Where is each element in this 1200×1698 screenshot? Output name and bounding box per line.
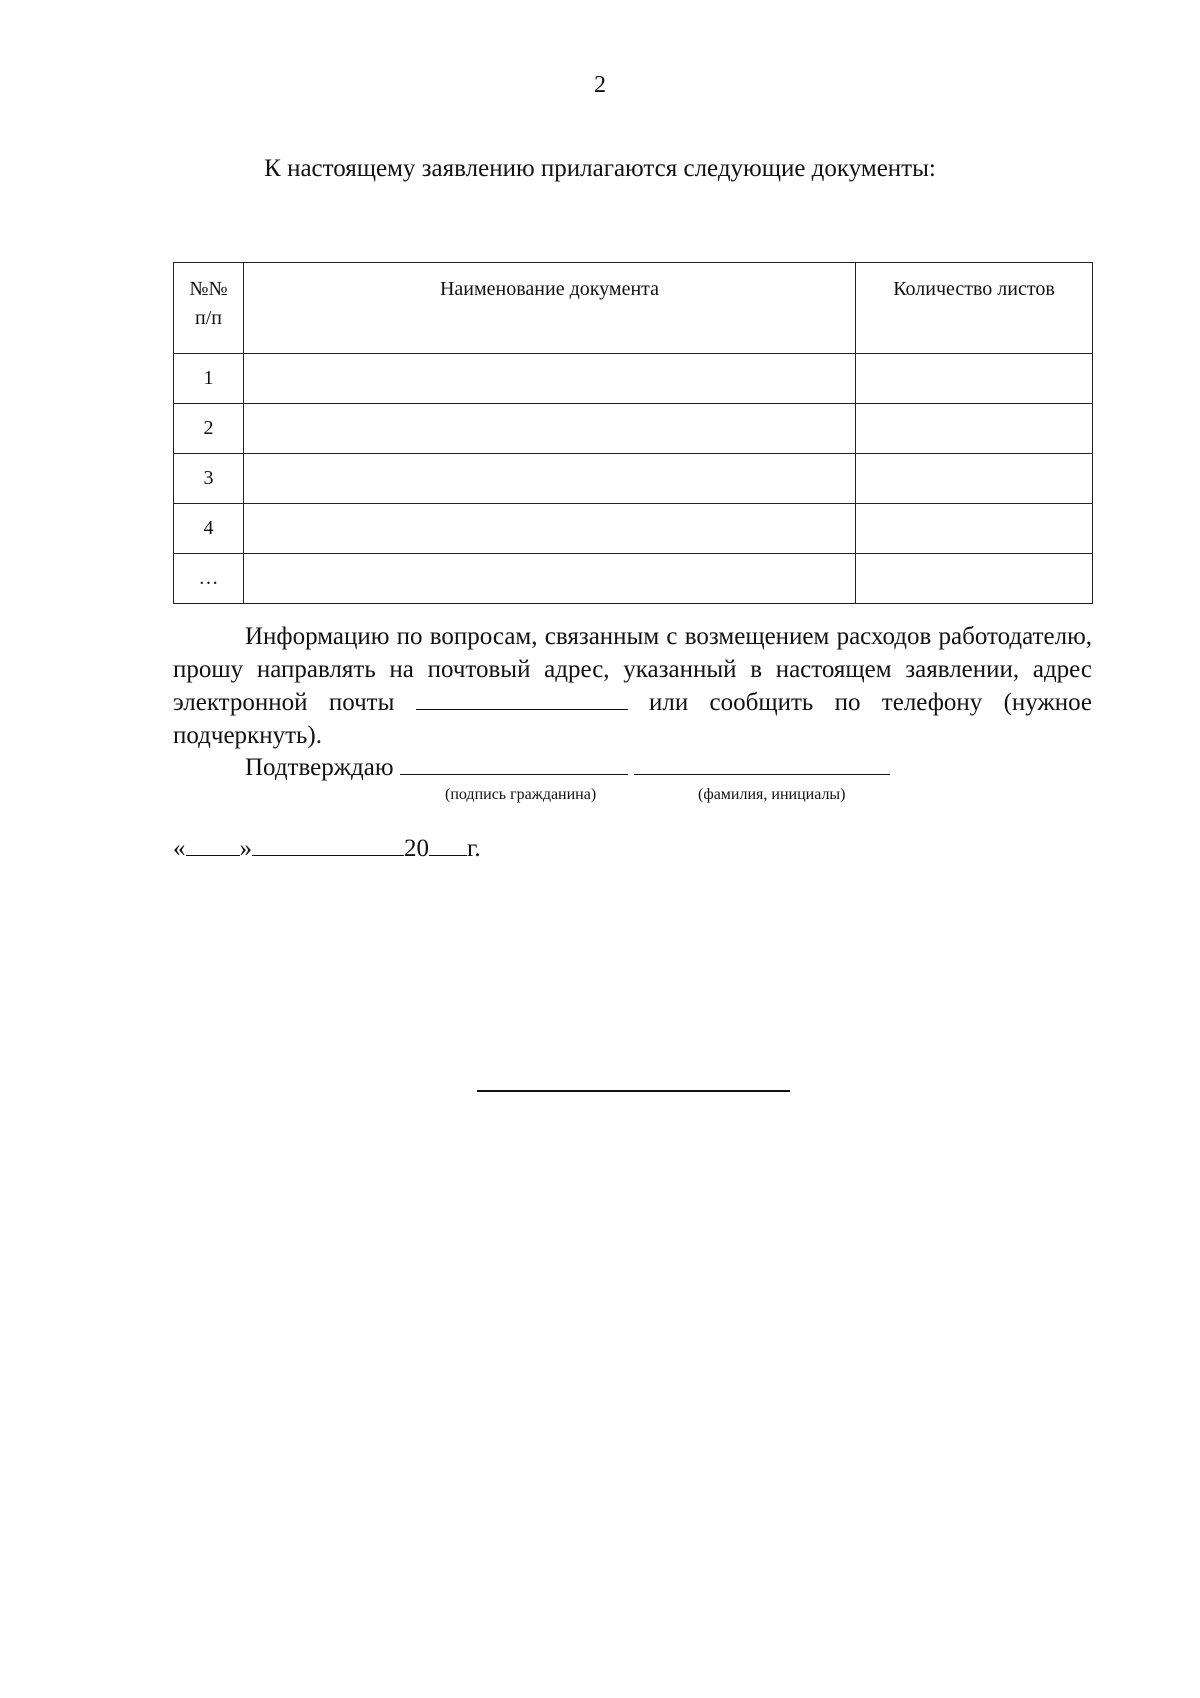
attachments-table — [173, 262, 1093, 604]
contact-info-text-2: или сообщить по телефону (нужное подчеркнуть). — [173, 689, 1093, 749]
document-end-divider — [477, 1090, 790, 1092]
row-number: 4 — [174, 504, 244, 554]
date-line — [173, 833, 481, 863]
row-sheet-count[interactable] — [856, 404, 1093, 454]
header-number-line1: №№ — [189, 278, 228, 300]
year-suffix: г. — [467, 835, 481, 862]
date-close-quote: » — [239, 835, 252, 862]
contact-info-text-1: Информацию по вопросам, связанным с возмещением расходов работодателю, прошу направлять на почтовый адрес, указанный в настоящем заявлении, адрес электронной почты — [173, 623, 1092, 716]
row-document-name[interactable] — [244, 404, 856, 454]
header-number-line2: п/п — [195, 307, 222, 329]
signature-blank-field[interactable] — [400, 752, 628, 775]
year-blank-field[interactable] — [429, 833, 467, 856]
month-blank-field[interactable] — [252, 833, 404, 856]
row-sheet-count[interactable] — [856, 554, 1093, 604]
table-row — [174, 454, 1093, 504]
row-sheet-count[interactable] — [856, 504, 1093, 554]
row-number: 2 — [174, 404, 244, 454]
table-row — [174, 504, 1093, 554]
email-blank-field[interactable] — [416, 687, 628, 710]
attachments-heading: К настоящему заявлению прилагаются следующие документы: — [264, 155, 936, 182]
table-header-row — [174, 263, 1093, 354]
name-initials-blank-field[interactable] — [634, 752, 890, 775]
row-document-name[interactable] — [244, 554, 856, 604]
row-number: … — [174, 554, 244, 604]
header-document-name: Наименование документа — [244, 263, 856, 354]
row-number: 1 — [174, 354, 244, 404]
confirm-line — [245, 751, 890, 784]
page-number: 2 — [594, 72, 606, 98]
confirm-label: Подтверждаю — [245, 754, 394, 781]
signature-caption: (подпись гражданина) — [445, 786, 597, 803]
row-sheet-count[interactable] — [856, 454, 1093, 504]
name-caption: (фамилия, инициалы) — [698, 786, 846, 803]
header-number — [174, 263, 244, 354]
row-document-name[interactable] — [244, 504, 856, 554]
table-row — [174, 354, 1093, 404]
table-row — [174, 554, 1093, 604]
year-prefix: 20 — [404, 835, 429, 862]
date-open-quote: « — [173, 835, 186, 862]
contact-info-paragraph — [173, 620, 1092, 752]
row-number: 3 — [174, 454, 244, 504]
row-document-name[interactable] — [244, 454, 856, 504]
table-row — [174, 404, 1093, 454]
header-sheet-count: Количество листов — [856, 263, 1093, 354]
row-sheet-count[interactable] — [856, 354, 1093, 404]
day-blank-field[interactable] — [186, 833, 240, 856]
row-document-name[interactable] — [244, 354, 856, 404]
